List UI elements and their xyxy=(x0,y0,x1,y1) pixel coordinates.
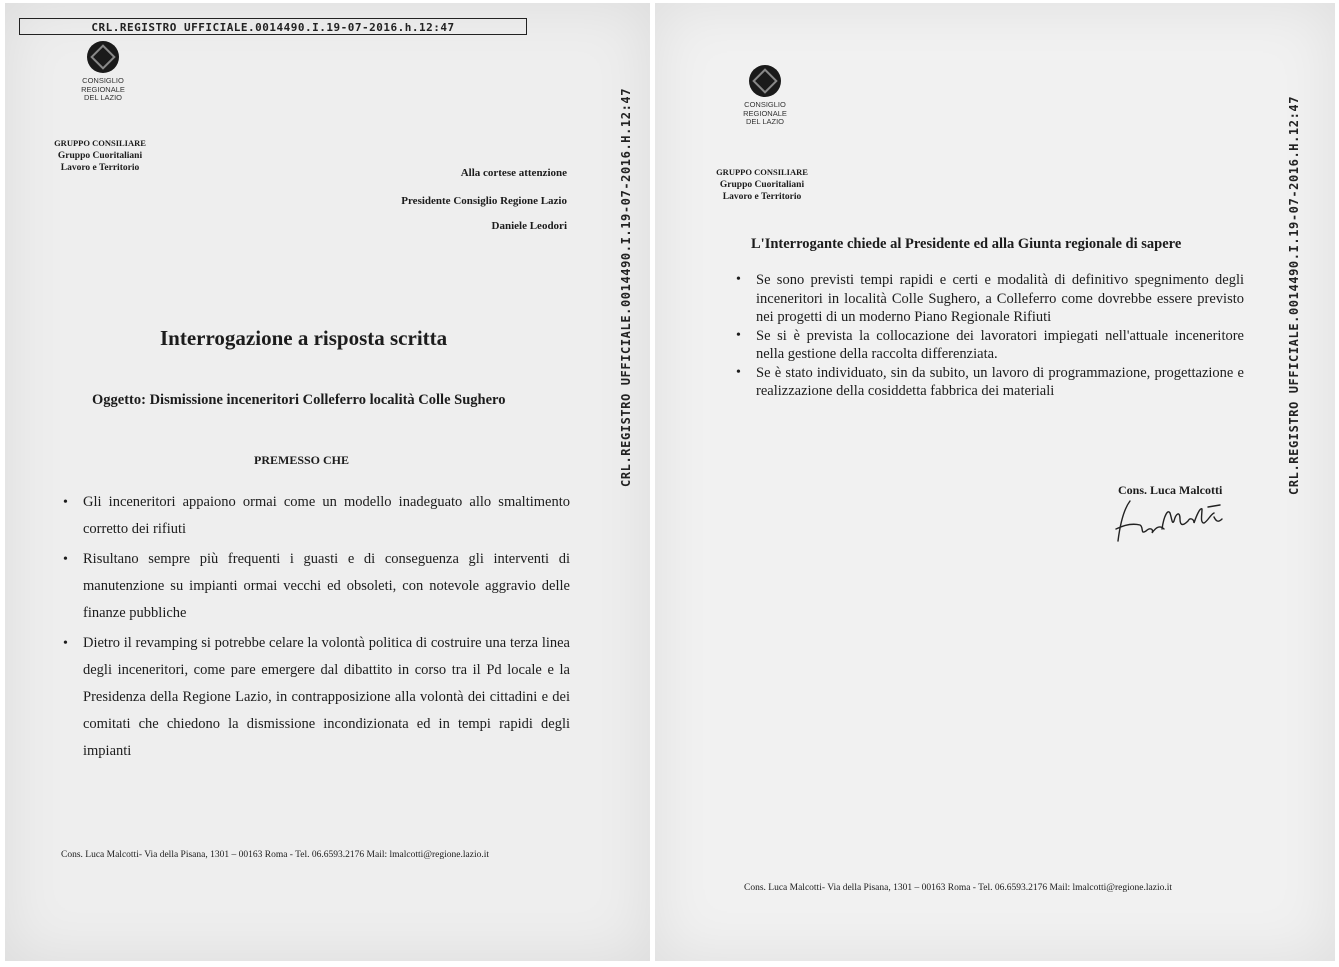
group-heading: GRUPPO CONSILIARE Gruppo Cuoritaliani Lavoro e Territorio xyxy=(716,167,808,202)
protocol-stamp-vertical: CRL.REGISTRO UFFICIALE.0014490.I.19-07-2016.H.12:47 xyxy=(619,87,633,487)
questions-list xyxy=(756,271,1244,401)
premesso-heading: PREMESSO CHE xyxy=(254,453,350,467)
contact-footer: Cons. Luca Malcotti- Via della Pisana, 1301 – 00163 Roma - Tel. 06.6593.2176 Mail: lmalcotti@regione.lazio.it xyxy=(744,883,1172,893)
list-item: • Se sono previsti tempi rapidi e certi e modalità di definitivo spegnimento degli inceneritori in località Colle Sughero, a Colleferro come dovrebbe essere previsto nei progetti di un moderno Piano Regionale Rifiuti xyxy=(756,271,1244,327)
signatory-name: Cons. Luca Malcotti xyxy=(1118,483,1223,497)
list-item: • Dietro il revamping si potrebbe celare la volontà politica di costruire una terza linea degli inceneritori, come pare emergere dal dibattito in corso tra il Pd locale e la Presidenza della Regione Lazio, in contrapposizione alla volontà dei cittadini e dei comitati che chiedono la dismissione incondizionata ed in tempi rapidi degli impianti xyxy=(83,630,570,765)
addressee-line-2: Presidente Consiglio Regione Lazio xyxy=(401,195,567,207)
document-title: Interrogazione a risposta scritta xyxy=(160,326,448,350)
protocol-stamp-top: CRL.REGISTRO UFFICIALE.0014490.I.19-07-2016.h.12:47 xyxy=(19,18,527,35)
addressee-line-3: Daniele Leodori xyxy=(491,220,567,232)
contact-footer: Cons. Luca Malcotti- Via della Pisana, 1301 – 00163 Roma - Tel. 06.6593.2176 Mail: lmalcotti@regione.lazio.it xyxy=(61,850,489,860)
council-logo xyxy=(720,65,810,127)
protocol-stamp-vertical: CRL.REGISTRO UFFICIALE.0014490.I.19-07-2016.H.12:47 xyxy=(1287,95,1301,495)
list-item: • Risultano sempre più frequenti i guasti e di conseguenza gli interventi di manutenzione su impianti ormai vecchi ed obsoleti, con notevole aggravio delle finanze pubbliche xyxy=(83,546,570,627)
addressee-line-1: Alla cortese attenzione xyxy=(460,167,567,179)
council-emblem-icon xyxy=(749,65,781,97)
logo-text: CONSIGLIO REGIONALE DEL LAZIO xyxy=(743,100,787,126)
document-subject: Oggetto: Dismissione inceneritori Colleferro località Colle Sughero xyxy=(92,392,506,408)
council-logo xyxy=(58,41,148,103)
handwritten-signature xyxy=(1110,495,1230,547)
group-heading: GRUPPO CONSILIARE Gruppo Cuoritaliani Lavoro e Territorio xyxy=(54,138,146,173)
premises-list xyxy=(83,489,570,768)
logo-text: CONSIGLIO REGIONALE DEL LAZIO xyxy=(81,76,125,102)
list-item: • Gli inceneritori appaiono ormai come un modello inadeguato allo smaltimento corretto dei rifiuti xyxy=(83,489,570,543)
list-item: • Se è stato individuato, sin da subito, un lavoro di programmazione, progettazione e realizzazione della cosiddetta fabbrica dei materiali xyxy=(756,364,1244,401)
council-emblem-icon xyxy=(87,41,119,73)
list-item: • Se si è prevista la collocazione dei lavoratori impiegati nell'attuale inceneritore nella gestione della raccolta differenziata. xyxy=(756,327,1244,364)
question-heading: L'Interrogante chiede al Presidente ed alla Giunta regionale di sapere xyxy=(751,236,1182,252)
document-page-2 xyxy=(655,3,1335,961)
document-page-1 xyxy=(5,3,650,961)
